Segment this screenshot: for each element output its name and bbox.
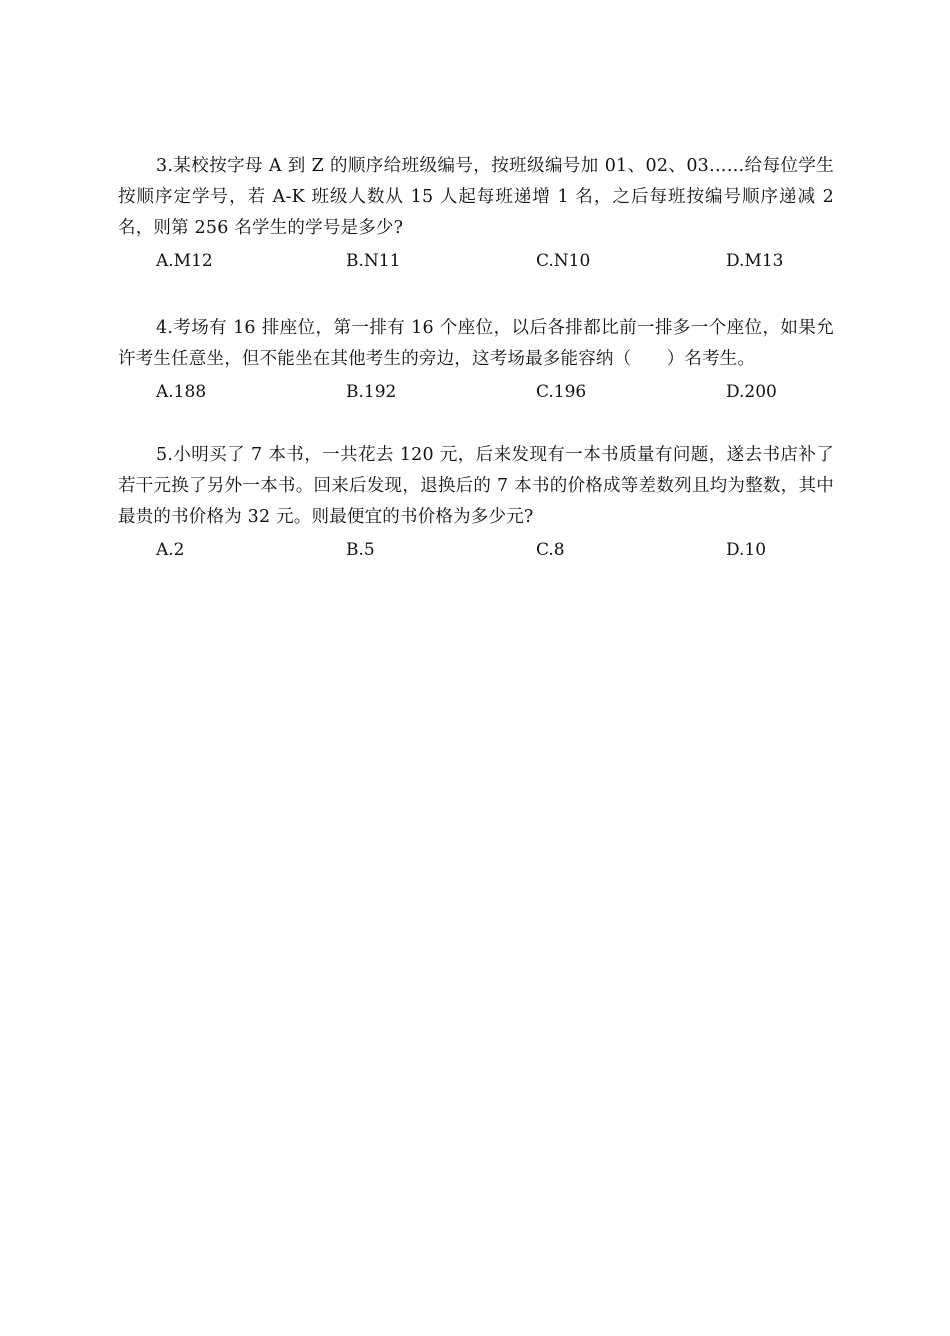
option-list — [118, 250, 834, 272]
option-d: D.200 — [726, 382, 777, 402]
option-d: D.M13 — [726, 251, 784, 271]
option-list — [118, 539, 834, 561]
option-b: B.N11 — [346, 251, 401, 271]
option-c: C.8 — [536, 540, 565, 560]
question-stem: 3.某校按字母 A 到 Z 的顺序给班级编号，按班级编号加 01、02、03……给每位学生按顺序定学号，若 A-K 班级人数从 15 人起每班递增 1 名，之后每班按编号顺序递减 2 名，则第 256 名学生的学号是多少? — [118, 156, 834, 238]
option-a: A.M12 — [156, 251, 213, 271]
question-4 — [118, 313, 834, 403]
option-d: D.10 — [726, 540, 767, 560]
question-3 — [118, 151, 834, 272]
option-b: B.5 — [346, 540, 375, 560]
option-list — [118, 381, 834, 403]
option-a: A.2 — [156, 540, 185, 560]
option-b: B.192 — [346, 382, 397, 402]
option-c: C.196 — [536, 382, 587, 402]
question-stem: 4.考场有 16 排座位，第一排有 16 个座位，以后各排都比前一排多一个座位，如果允许考生任意坐，但不能坐在其他考生的旁边，这考场最多能容纳（ ）名考生。 — [118, 318, 834, 369]
question-5 — [118, 440, 834, 561]
option-c: C.N10 — [536, 251, 591, 271]
option-a: A.188 — [156, 382, 207, 402]
question-stem: 5.小明买了 7 本书，一共花去 120 元，后来发现有一本书质量有问题，遂去书店补了若干元换了另外一本书。回来后发现，退换后的 7 本书的价格成等差数列且均为整数，其中最贵的书价格为 32 元。则最便宜的书价格为多少元? — [118, 445, 834, 527]
